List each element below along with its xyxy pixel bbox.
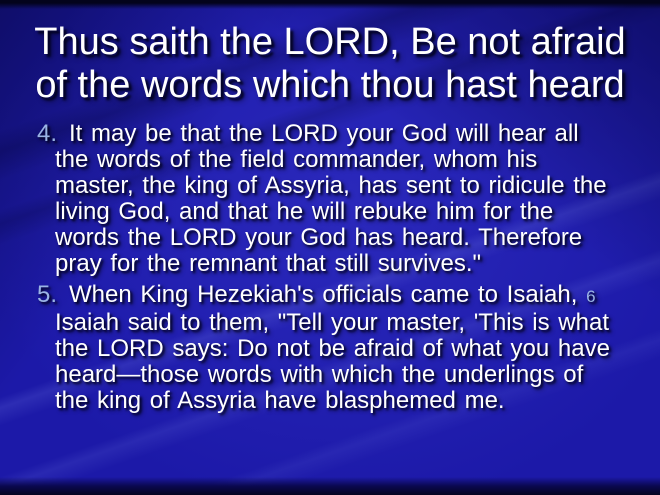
verse-list bbox=[0, 121, 660, 414]
verse-6-text: Isaiah said to them, "Tell your master, 'This is what the LORD says: Do not be afraid of what you have heard—those words with which the underlings of the king of Assyria have blasphemed me. bbox=[55, 308, 610, 414]
verse-4-text: It may be that the LORD your God will hear all the words of the field commander, whom his master, the king of Assyria, has sent to ridicule the living God, and that he will rebuke him for the words the LORD your God has heard. Therefore pray for the remnant that still survives." bbox=[55, 119, 607, 277]
list-item-verse-5 bbox=[37, 280, 615, 414]
list-number: 4. bbox=[37, 119, 58, 147]
slide-title bbox=[0, 0, 660, 107]
list-number: 5. bbox=[37, 280, 58, 308]
slide-title-line-1: Thus saith the LORD, Be not afraid bbox=[34, 21, 626, 63]
list-item-verse-4 bbox=[37, 119, 615, 277]
slide-title-line-2: of the words which thou hast heard bbox=[35, 63, 625, 106]
verse-6-marker: 6 bbox=[586, 286, 596, 306]
verse-5-lead-text: When King Hezekiah's officials came to Isaiah, bbox=[69, 280, 587, 308]
